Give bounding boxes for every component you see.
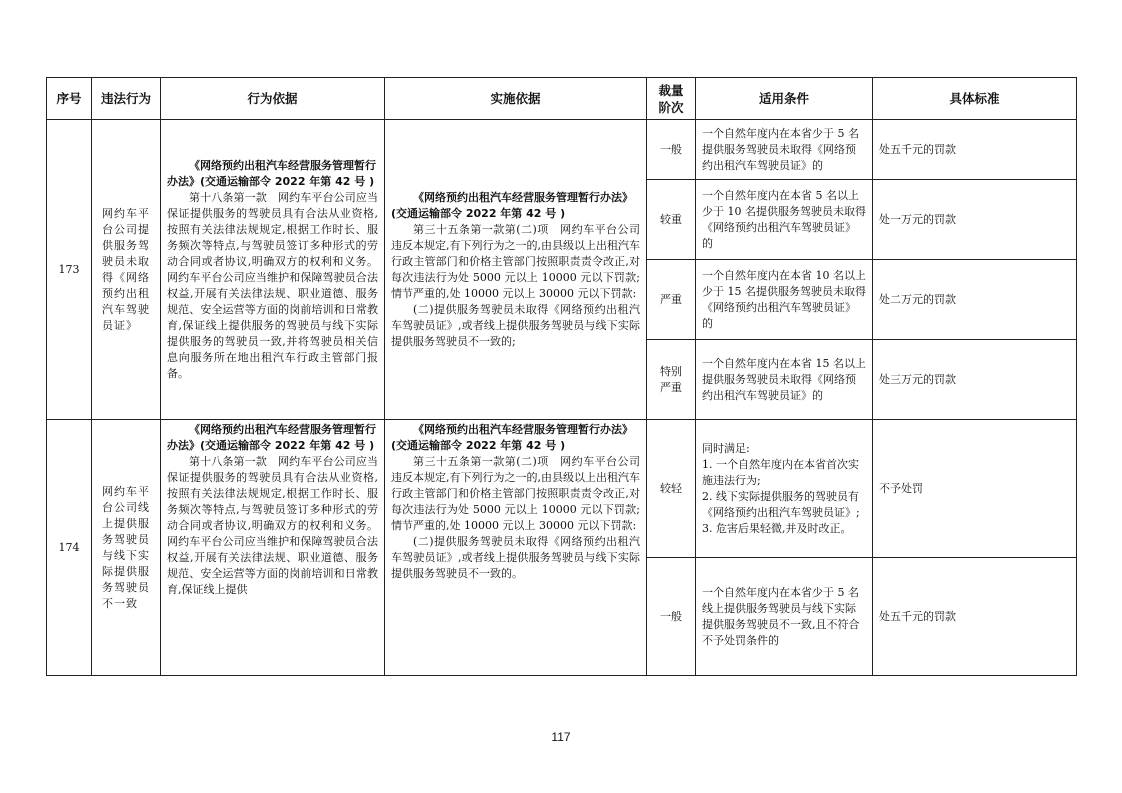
level-cell: 较重 xyxy=(647,180,696,260)
cond-cell xyxy=(696,420,873,558)
table-row xyxy=(47,120,1077,180)
level-cell: 一般 xyxy=(647,558,696,676)
level-cell: 一般 xyxy=(647,120,696,180)
cond-cell xyxy=(696,120,873,180)
seq-cell: 173 xyxy=(47,120,92,420)
violation-cell xyxy=(92,120,161,420)
impl-law-title: 《网络预约出租汽车经营服务管理暂行办法》(交通运输部令 2022 年第 42 号 ) xyxy=(391,423,633,452)
basis-cell xyxy=(161,420,385,676)
header-impl: 实施依据 xyxy=(385,78,647,120)
header-level: 裁量阶次 xyxy=(647,78,696,120)
header-standard: 具体标准 xyxy=(873,78,1077,120)
impl-text: 第三十五条第一款第(二)项 网约车平台公司违反本规定,有下列行为之一的,由县级以上出租汽车行政主管部门和价格主管部门按照职责责令改正,对每次违法行为处 5000 元以上 10000 元以下罚款;情节严重的,处 10000 元以上 30000 元以下罚款: xyxy=(391,222,640,300)
header-row xyxy=(47,78,1077,120)
page-number: 117 xyxy=(551,730,571,744)
cond-text: 一个自然年度内在本省 15 名以上提供服务驾驶员未取得《网络预约出租汽车驾驶员证》的 xyxy=(702,356,866,402)
cond-line: 同时满足: xyxy=(702,441,750,455)
standard-text: 处五千元的罚款 xyxy=(879,142,956,156)
violation-text: 网约车平台公司提供服务驾驶员未取得《网络预约出租汽车驾驶员证》 xyxy=(102,206,150,332)
standard-text: 处三万元的罚款 xyxy=(879,372,956,386)
standard-cell xyxy=(873,260,1077,340)
basis-text: 第十八条第一款 网约车平台公司应当保证提供服务的驾驶员具有合法从业资格,按照有关法律法规规定,根据工作时长、服务频次等特点,与驾驶员签订多种形式的劳动合同或者协议,明确双方的权利和义务。网约车平台公司应当维护和保障驾驶员合法权益,开展有关法律法规、职业道德、服务规范、安全运营等方面的岗前培训和日常教育,保证线上提供 xyxy=(167,455,378,596)
standard-text: 处二万元的罚款 xyxy=(879,292,956,306)
level-cell xyxy=(647,340,696,420)
standard-cell xyxy=(873,558,1077,676)
header-basis: 行为依据 xyxy=(161,78,385,120)
standard-cell xyxy=(873,120,1077,180)
table-row xyxy=(47,420,1077,558)
header-cond: 适用条件 xyxy=(696,78,873,120)
impl-cell xyxy=(385,420,647,676)
cond-cell xyxy=(696,340,873,420)
standard-text: 处五千元的罚款 xyxy=(879,609,956,623)
basis-law-title: 《网络预约出租汽车经营服务管理暂行办法》(交通运输部令 2022 年第 42 号 ) xyxy=(167,158,376,188)
basis-cell xyxy=(161,120,385,420)
cond-line: 1. 一个自然年度内在本省首次实施违法行为; xyxy=(702,457,859,487)
standard-cell xyxy=(873,340,1077,420)
standard-text: 不予处罚 xyxy=(879,481,923,495)
cond-cell xyxy=(696,558,873,676)
basis-law-title: 《网络预约出租汽车经营服务管理暂行办法》(交通运输部令 2022 年第 42 号 ) xyxy=(167,423,376,452)
violation-cell xyxy=(92,420,161,676)
level-text: 特别严重 xyxy=(660,364,682,394)
header-seq: 序号 xyxy=(47,78,92,120)
impl-text-item: (二)提供服务驾驶员未取得《网络预约出租汽车驾驶员证》,或者线上提供服务驾驶员与线下实际提供服务驾驶员不一致的; xyxy=(391,302,640,348)
basis-text: 第十八条第一款 网约车平台公司应当保证提供服务的驾驶员具有合法从业资格,按照有关法律法规规定,根据工作时长、服务频次等特点,与驾驶员签订多种形式的劳动合同或者协议,明确双方的权利和义务。网约车平台公司应当维护和保障驾驶员合法权益,开展有关法律法规、职业道德、服务规范、安全运营等方面的岗前培训和日常教育,保证线上提供服务的驾驶员与线下实际提供服务的驾驶员一致,并将驾驶员相关信息向服务所在地出租汽车行政主管部门报备。 xyxy=(167,190,378,380)
level-cell: 严重 xyxy=(647,260,696,340)
cond-text: 一个自然年度内在本省少于 5 名线上提供服务驾驶员与线下实际提供服务驾驶员不一致,且不符合不予处罚条件的 xyxy=(702,585,860,647)
cond-line: 2. 线下实际提供服务的驾驶员有《网络预约出租汽车驾驶员证》; xyxy=(702,489,860,519)
cond-cell xyxy=(696,260,873,340)
cond-cell xyxy=(696,180,873,260)
penalty-table xyxy=(46,77,1077,676)
cond-text: 一个自然年度内在本省 5 名以上少于 10 名提供服务驾驶员未取得《网络预约出租汽车驾驶员证》的 xyxy=(702,188,866,250)
impl-text-item: (二)提供服务驾驶员未取得《网络预约出租汽车驾驶员证》,或者线上提供服务驾驶员与线下实际提供服务驾驶员不一致的。 xyxy=(391,535,640,580)
level-cell: 较轻 xyxy=(647,420,696,558)
header-violation: 违法行为 xyxy=(92,78,161,120)
standard-cell xyxy=(873,180,1077,260)
standard-text: 处一万元的罚款 xyxy=(879,212,956,226)
standard-cell xyxy=(873,420,1077,558)
impl-law-title: 《网络预约出租汽车经营服务管理暂行办法》(交通运输部令 2022 年第 42 号 ) xyxy=(391,190,633,220)
violation-text: 网约车平台公司线上提供服务驾驶员与线下实际提供服务驾驶员不一致 xyxy=(102,484,150,610)
impl-text: 第三十五条第一款第(二)项 网约车平台公司违反本规定,有下列行为之一的,由县级以上出租汽车行政主管部门和价格主管部门按照职责责令改正,对每次违法行为处 5000 元以上 10000 元以下罚款;情节严重的,处 10000 元以上 30000 元以下罚款: xyxy=(391,455,640,532)
impl-cell xyxy=(385,120,647,420)
cond-text: 一个自然年度内在本省 10 名以上少于 15 名提供服务驾驶员未取得《网络预约出租汽车驾驶员证》的 xyxy=(702,268,866,330)
seq-cell: 174 xyxy=(47,420,92,676)
cond-text: 一个自然年度内在本省少于 5 名提供服务驾驶员未取得《网络预约出租汽车驾驶员证》的 xyxy=(702,126,859,172)
cond-line: 3. 危害后果轻微,并及时改正。 xyxy=(702,521,852,535)
